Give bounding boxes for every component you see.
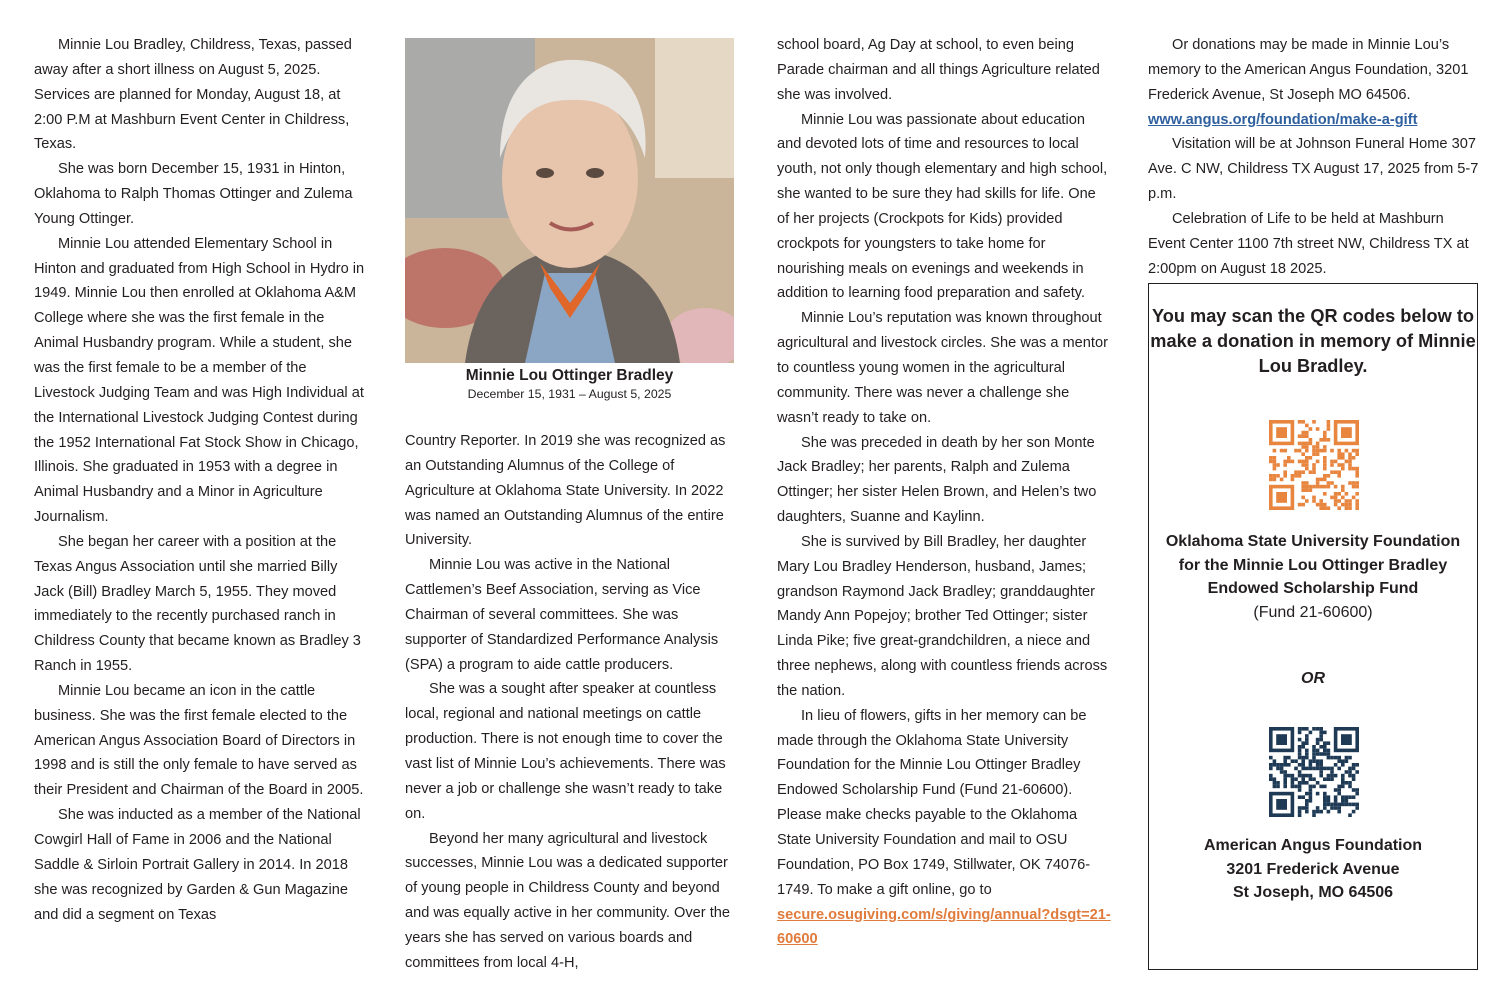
- paragraph: Minnie Lou’s reputation was known throughout agricultural and livestock circles. She was a mentor to countless young women in the agricultural community. There was never a challenge she wasn’t ready to take on.: [777, 310, 1108, 426]
- obituary-column-4: [1148, 33, 1482, 281]
- paragraph: Minnie Lou was active in the National Cattlemen’s Beef Association, serving as Vice Chairman of several committees. She was supporter of Standardized Performance Analysis (SPA) a program to aide cattle producers.: [405, 557, 719, 673]
- paragraph: Minnie Lou attended Elementary School in Hinton and graduated from High School in Hydro in 1949. Minnie Lou then enrolled at Oklahoma A&M College where she was the first female in the Animal Husbandry program. While a student, she was the first female to be a member of the Livestock Judging Team and was High Individual at the International Livestock Judging Contest during the 1952 International Fat Stock Show in Chicago, Illinois. She graduated in 1953 with a degree in Animal Husbandry and a Minor in Agriculture Journalism.: [34, 235, 365, 526]
- address-line: 3201 Frederick Avenue: [1226, 860, 1400, 878]
- paragraph: She began her career with a position at the Texas Angus Association until she married Billy Jack (Bill) Bradley March 5, 1955. They moved immediately to the recently purchased ranch in Childress County that became known as Bradley 3 Ranch in 1955.: [34, 533, 361, 675]
- caption-name: Minnie Lou Ottinger Bradley: [465, 367, 674, 384]
- visitation-paragraph: Visitation will be at Johnson Funeral Home 307 Ave. C NW, Childress TX August 17, 2025 from 5-7 p.m.: [1148, 136, 1479, 203]
- portrait-photo: [405, 38, 734, 363]
- fund-line: for the Minnie Lou Ottinger Bradley: [1178, 556, 1448, 574]
- paragraph: She was inducted as a member of the National Cowgirl Hall of Fame in 2006 and the National Saddle & Sirloin Portrait Gallery in 2014. In 2018 she was recognized by Garden & Gun Magazine and did a segment on Texas: [34, 807, 361, 923]
- osu-giving-link[interactable]: secure.osugiving.com/s/giving/annual?dsgt=21-60600: [777, 906, 1111, 948]
- angus-foundation-link[interactable]: www.angus.org/foundation/make-a-gift: [1148, 111, 1418, 128]
- paragraph: Minnie Lou became an icon in the cattle business. She was the first female elected to the American Angus Association Board of Directors in 1998 and is still the only female to have served as their President and Chairman of the Board in 2005.: [34, 682, 364, 799]
- gifts-text: In lieu of flowers, gifts in her memory can be made through the Oklahoma State University Foundation for the Minnie Lou Ottinger Bradley Endowed Scholarship Fund (Fund 21-60600). Please make checks payable to the Oklahoma State University Foundation and mail to OSU Foundation, PO Box 1749, Stillwater, OK 74076-1749. To make a gift online, go to: [777, 707, 1091, 898]
- address-line: American Angus Foundation: [1203, 837, 1423, 854]
- osu-fund-info: [1149, 530, 1477, 624]
- paragraph: Minnie Lou was passionate about education and devoted lots of time and resources to local youth, not only though elementary and high school, she wanted to be sure they had skills for life. One of her projects (Crockpots for Kids) provided crockpots for youngsters to take home for nourishing meals on evenings and weekends in addition to learning food preparation and safety.: [777, 111, 1108, 302]
- donation-paragraph: Or donations may be made in Minnie Lou’s memory to the American Angus Foundation, 3201 Frederick Avenue, St Joseph MO 64506.: [1148, 37, 1469, 103]
- portrait-illustration: [405, 38, 734, 363]
- fund-number: (Fund 21-60600): [1253, 603, 1373, 621]
- caption-dates: December 15, 1931 – August 5, 2025: [467, 387, 672, 401]
- address-line: St Joseph, MO 64506: [1232, 884, 1394, 901]
- angus-qr-code-icon[interactable]: [1269, 727, 1359, 817]
- paragraph: Country Reporter. In 2019 she was recognized as an Outstanding Alumnus of the College of Agriculture at Oklahoma State University. In 2022 was named an Outstanding Alumnus of the entire University.: [405, 433, 726, 549]
- paragraph: She is survived by Bill Bradley, her daughter Mary Lou Bradley Henderson, husband, James; grandson Raymond Jack Bradley; granddaughter Mandy Ann Popejoy; brother Ted Ottinger; sister Linda Pike; five great-grandchildren, a niece and three nephews, along with countless friends across the nation.: [777, 533, 1108, 699]
- paragraph: school board, Ag Day at school, to even being Parade chairman and all things Agriculture related she was involved.: [777, 37, 1100, 103]
- fund-line: Oklahoma State University Foundation: [1165, 533, 1461, 550]
- paragraph: [777, 704, 1111, 952]
- donation-qr-box: [1148, 283, 1478, 970]
- fund-line: Endowed Scholarship Fund: [1207, 580, 1419, 597]
- paragraph: Minnie Lou Bradley, Childress, Texas, passed away after a short illness on August 5, 2025. Services are planned for Monday, August 18, at 2:00 P.M at Mashburn Event Center in Childress, Texas.: [34, 37, 352, 153]
- angus-foundation-address: [1149, 834, 1477, 905]
- or-separator: OR: [1301, 670, 1325, 687]
- photo-caption: [405, 366, 734, 402]
- paragraph: She was preceded in death by her son Monte Jack Bradley; her parents, Ralph and Zulema Ottinger; her sister Helen Brown, and Helen’s two daughters, Suanne and Kaylinn.: [777, 434, 1097, 526]
- paragraph: She was a sought after speaker at countless local, regional and national meetings on cattle production. There is not enough time to cover the vast list of Minnie Lou’s achievements. There was never a job or challenge she wasn’t ready to take on.: [405, 681, 726, 822]
- obituary-column-3: [777, 33, 1111, 952]
- paragraph: She was born December 15, 1931 in Hinton, Oklahoma to Ralph Thomas Ottinger and Zulema Young Ottinger.: [34, 161, 353, 227]
- obituary-column-1: [34, 33, 368, 927]
- obituary-column-2: [405, 429, 739, 976]
- celebration-paragraph: Celebration of Life to be held at Mashburn Event Center 1100 7th street NW, Childress TX at 2:00pm on August 18 2025.: [1148, 210, 1469, 277]
- osu-qr-code-icon[interactable]: [1269, 420, 1359, 510]
- paragraph: Beyond her many agricultural and livestock successes, Minnie Lou was a dedicated supporter of young people in Childress County and beyond and was equally active in her community. Over the years she has served on various boards and committees from local 4-H,: [405, 830, 730, 971]
- qr-heading: You may scan the QR codes below to make a donation in memory of Minnie Lou Bradley.: [1150, 306, 1476, 376]
